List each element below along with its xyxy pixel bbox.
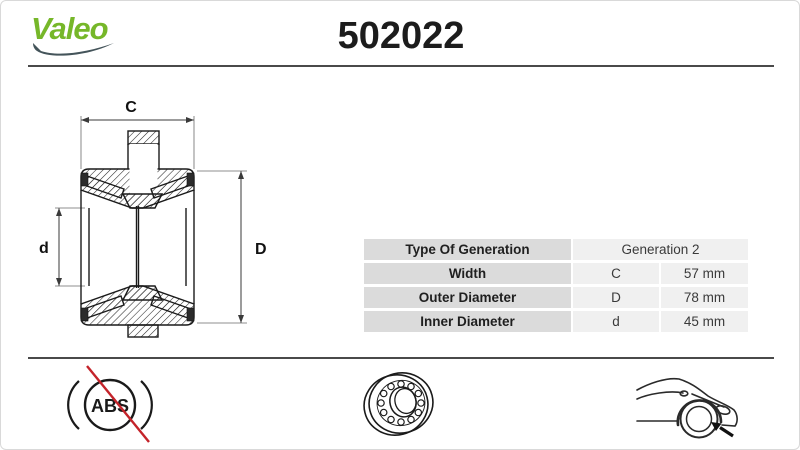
row-label: Outer Diameter [364,287,571,308]
row-value: 57 mm [661,263,748,284]
dim-label-d-outer: D [255,241,267,258]
wheel-pointer-arrow [711,422,722,431]
no-abs-icon [60,361,160,449]
row-label: Type Of Generation [364,239,571,260]
valeo-logo-text: Valeo [31,11,108,46]
table-row-width [364,263,748,284]
row-value: Generation 2 [573,239,748,260]
bearing-cross-section-drawing [31,86,301,351]
abs-text: ABS [90,396,130,416]
dim-label-c: C [125,99,137,116]
row-symbol: C [573,263,659,284]
footer-divider [28,357,774,359]
row-value: 45 mm [661,311,748,332]
wheel-bearing-icon [354,364,446,446]
row-symbol: d [573,311,659,332]
table-row-inner-diameter [364,311,748,332]
row-value: 78 mm [661,287,748,308]
table-row-generation [364,239,748,260]
row-label: Width [364,263,571,284]
dim-label-d-inner: d [39,240,49,257]
row-symbol: D [573,287,659,308]
spec-table [364,239,748,332]
table-row-outer-diameter [364,287,748,308]
row-label: Inner Diameter [364,311,571,332]
car-wheel-location-icon [634,366,766,448]
header-divider [28,65,774,67]
part-number: 502022 [337,15,465,57]
